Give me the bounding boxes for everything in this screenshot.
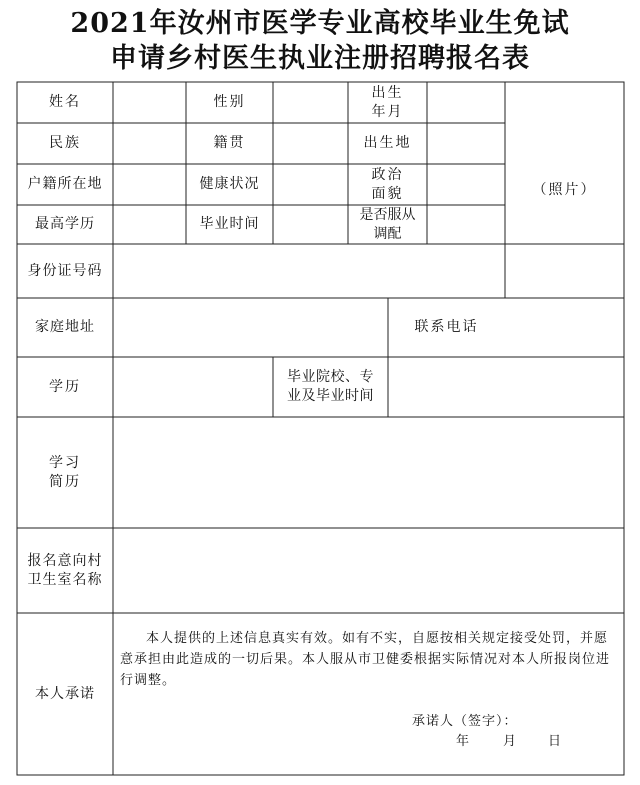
signature-label: 承诺人（签字）： xyxy=(412,714,518,729)
label-birthplace: 出生地 xyxy=(363,135,412,151)
label-obey-allocation-line-2: 调配 xyxy=(373,225,402,242)
label-obey-allocation-line-1: 是否服从 xyxy=(359,206,416,223)
health-status-field[interactable] xyxy=(273,164,348,205)
label-study-resume-line-2: 简历 xyxy=(49,473,81,490)
date-month: 月 xyxy=(503,734,518,749)
label-birth-date-line-2: 年月 xyxy=(371,103,404,120)
label-graduation-time: 毕业时间 xyxy=(199,216,260,232)
phone-field[interactable] xyxy=(505,298,624,357)
label-health-status: 健康状况 xyxy=(199,176,260,192)
label-intended-clinic-line-1: 报名意向村 xyxy=(27,552,103,569)
photo-placeholder: （照片） xyxy=(532,181,597,198)
label-id-number: 身份证号码 xyxy=(27,262,103,279)
label-education: 学历 xyxy=(49,378,81,395)
intended-clinic-field[interactable] xyxy=(113,528,624,613)
label-birth-date-line-1: 出生 xyxy=(371,84,404,101)
label-commitment: 本人承诺 xyxy=(35,685,95,702)
label-intended-clinic xyxy=(17,528,113,613)
ethnicity-field[interactable] xyxy=(113,123,186,164)
label-obey-allocation xyxy=(348,205,427,244)
label-highest-education: 最高学历 xyxy=(35,216,95,232)
home-address-field[interactable] xyxy=(113,298,388,357)
label-political-status xyxy=(348,164,427,205)
label-school-major-line-1: 毕业院校、专 xyxy=(287,369,374,385)
label-school-major-line-2: 业及毕业时间 xyxy=(287,388,374,404)
label-school-major xyxy=(273,357,388,417)
obey-allocation-field[interactable] xyxy=(427,205,505,244)
label-political-status-line-2: 面貌 xyxy=(371,185,404,202)
form-title-line-2: 申请乡村医生执业注册招聘报名表 xyxy=(110,43,530,74)
label-study-resume xyxy=(17,417,113,528)
label-phone: 联系电话 xyxy=(414,319,479,335)
highest-education-field[interactable] xyxy=(113,205,186,244)
name-field[interactable] xyxy=(113,82,186,123)
date-year: 年 xyxy=(456,734,471,749)
label-gender: 性别 xyxy=(213,94,246,110)
label-name: 姓名 xyxy=(49,94,81,110)
birthplace-field[interactable] xyxy=(427,123,505,164)
education-field[interactable] xyxy=(113,357,273,417)
label-native-place: 籍贯 xyxy=(213,135,246,151)
label-birth-date xyxy=(348,82,427,123)
label-intended-clinic-line-2: 卫生室名称 xyxy=(27,571,103,588)
study-resume-field[interactable] xyxy=(113,417,624,528)
label-household-location: 户籍所在地 xyxy=(27,176,103,192)
native-place-field[interactable] xyxy=(273,123,348,164)
political-status-field[interactable] xyxy=(427,164,505,205)
label-ethnicity: 民族 xyxy=(49,135,81,151)
school-major-field[interactable] xyxy=(388,357,624,417)
commitment-text: 本人提供的上述信息真实有效。如有不实，自愿按相关规定接受处罚，并愿意承担由此造成的一切后果。本人服从市卫健委根据实际情况对本人所报岗位进行调整。 xyxy=(120,631,611,688)
photo-box[interactable] xyxy=(505,82,624,298)
id-number-field[interactable] xyxy=(113,244,505,298)
graduation-time-field[interactable] xyxy=(273,205,348,244)
label-political-status-line-1: 政治 xyxy=(371,166,404,183)
label-study-resume-line-1: 学习 xyxy=(49,454,81,471)
form-title-line-1: 2021年汝州市医学专业高校毕业生免试 xyxy=(70,8,570,39)
date-day: 日 xyxy=(548,734,563,749)
household-location-field[interactable] xyxy=(113,164,186,205)
gender-field[interactable] xyxy=(273,82,348,123)
birth-date-field[interactable] xyxy=(427,82,505,123)
label-home-address: 家庭地址 xyxy=(35,319,95,335)
